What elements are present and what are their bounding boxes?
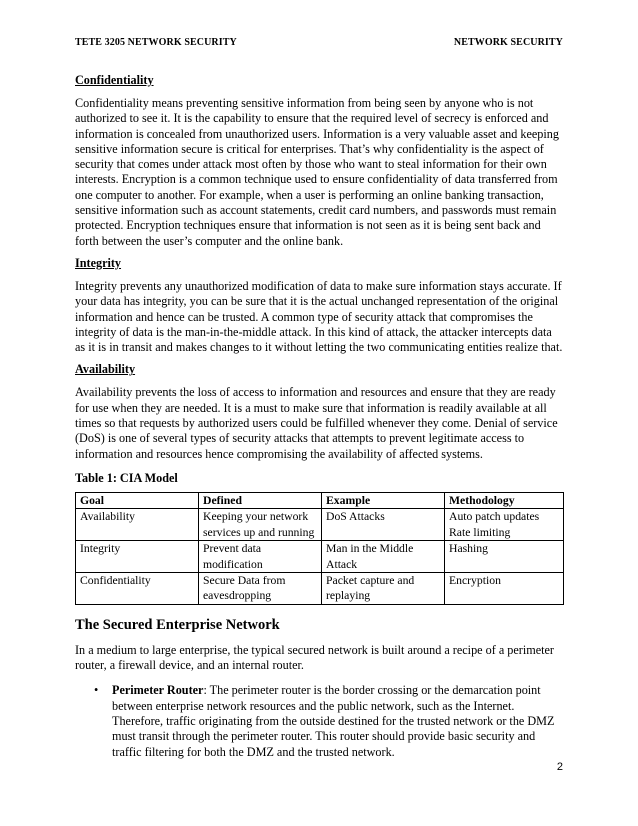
table-row — [76, 541, 564, 573]
bullet-term: Perimeter Router — [112, 683, 204, 698]
integrity-heading: Integrity — [75, 255, 122, 270]
confidentiality-heading: Confidentiality — [75, 73, 154, 87]
list-item — [75, 683, 565, 759]
example-cell: Man in the Middle Attack — [322, 541, 445, 573]
example-cell: DoS Attacks — [322, 509, 445, 541]
defined-cell: Secure Data from eavesdropping — [199, 572, 322, 604]
page-body — [75, 73, 565, 760]
integrity-paragraph: Integrity prevents any unauthorized modification of data to make sure information stays accurate. If your data has integrity, you can be sure that it is the actual unchanged representation of the original information and hence can be trusted. A common type of security attack that compromises the integrity of data is the man-in-the-middle attack. In this kind of attack, the attacker intercepts data as it is in transit and makes changes to it without letting the two communicating entities realize that. — [75, 278, 563, 355]
bullet-text: : The perimeter router is the border crossing or the demarcation point between enterprise network resources and the public network, such as the Internet. Therefore, traffic originating from the outside destined for the trusted network or the DMZ must transit through the perimeter router. This router should provide basic security and traffic filtering for both the DMZ and the trusted network. — [112, 683, 555, 759]
availability-heading: Availability — [75, 362, 136, 377]
methodology-cell — [445, 541, 564, 573]
methodology-line: Auto patch updates — [449, 510, 540, 524]
bullet-icon: • — [94, 683, 99, 698]
column-header-defined: Defined — [199, 492, 322, 508]
column-header-example: Example — [322, 492, 445, 508]
header-subject-title: NETWORK SECURITY — [453, 37, 563, 48]
secured-network-heading: The Secured Enterprise Network — [75, 616, 280, 633]
table-row — [76, 509, 564, 541]
goal-cell: Availability — [76, 509, 199, 541]
table-header-row — [76, 492, 564, 508]
defined-cell: Prevent data modification — [199, 541, 322, 573]
availability-paragraph: Availability prevents the loss of access to information and resources and ensure that they are ready for use when they are needed. It is a must to make sure that information is readily available at all times so that requests by authorized users could be fulfilled whenever they come. Denial of service (DoS) is one of several types of security attacks that attempts to prevent legitimate access to information and resources hence compromising the availability of affected systems. — [75, 385, 558, 461]
methodology-cell — [445, 572, 564, 604]
table-row — [76, 572, 564, 604]
router-bullet-list — [75, 683, 565, 759]
confidentiality-paragraph: Confidentiality means preventing sensitive information from being seen by anyone who is not authorized to see it. It is the capability to ensure that the required level of secrecy is enforced and information is concealed from unauthorized users. Information is a very valuable asset and keeping sensitive information secure is critical for enterprises. That’s why confidentiality is the aspect of security that comes under attack most often by those who want to steal information for their own interests. Encryption is a common technique used to ensure confidentiality of data transferred from one computer to another. For example, when a user is performing an online banking transaction, sensitive information such as account statements, credit card numbers, and passwords must remain protected. Encryption techniques ensure that information is not seen as it is being sent back and forth between the user’s computer and the online bank. — [75, 96, 559, 248]
cia-model-table — [75, 492, 564, 605]
table-caption: Table 1: CIA Model — [75, 470, 178, 485]
methodology-line: Hashing — [449, 542, 488, 556]
goal-cell: Integrity — [76, 541, 199, 573]
methodology-line: Rate limiting — [449, 525, 511, 539]
column-header-methodology: Methodology — [445, 492, 564, 508]
methodology-cell — [445, 509, 564, 541]
column-header-goal: Goal — [76, 492, 199, 508]
methodology-line: Encryption — [449, 573, 501, 587]
page-number: 2 — [556, 761, 563, 773]
example-cell: Packet capture and replaying — [322, 572, 445, 604]
goal-cell: Confidentiality — [76, 572, 199, 604]
defined-cell: Keeping your network services up and running — [199, 509, 322, 541]
secured-network-intro: In a medium to large enterprise, the typical secured network is built around a recipe of a perimeter router, a firewall device, and an internal router. — [75, 642, 554, 673]
header-course-title: TETE 3205 NETWORK SECURITY — [75, 37, 237, 48]
